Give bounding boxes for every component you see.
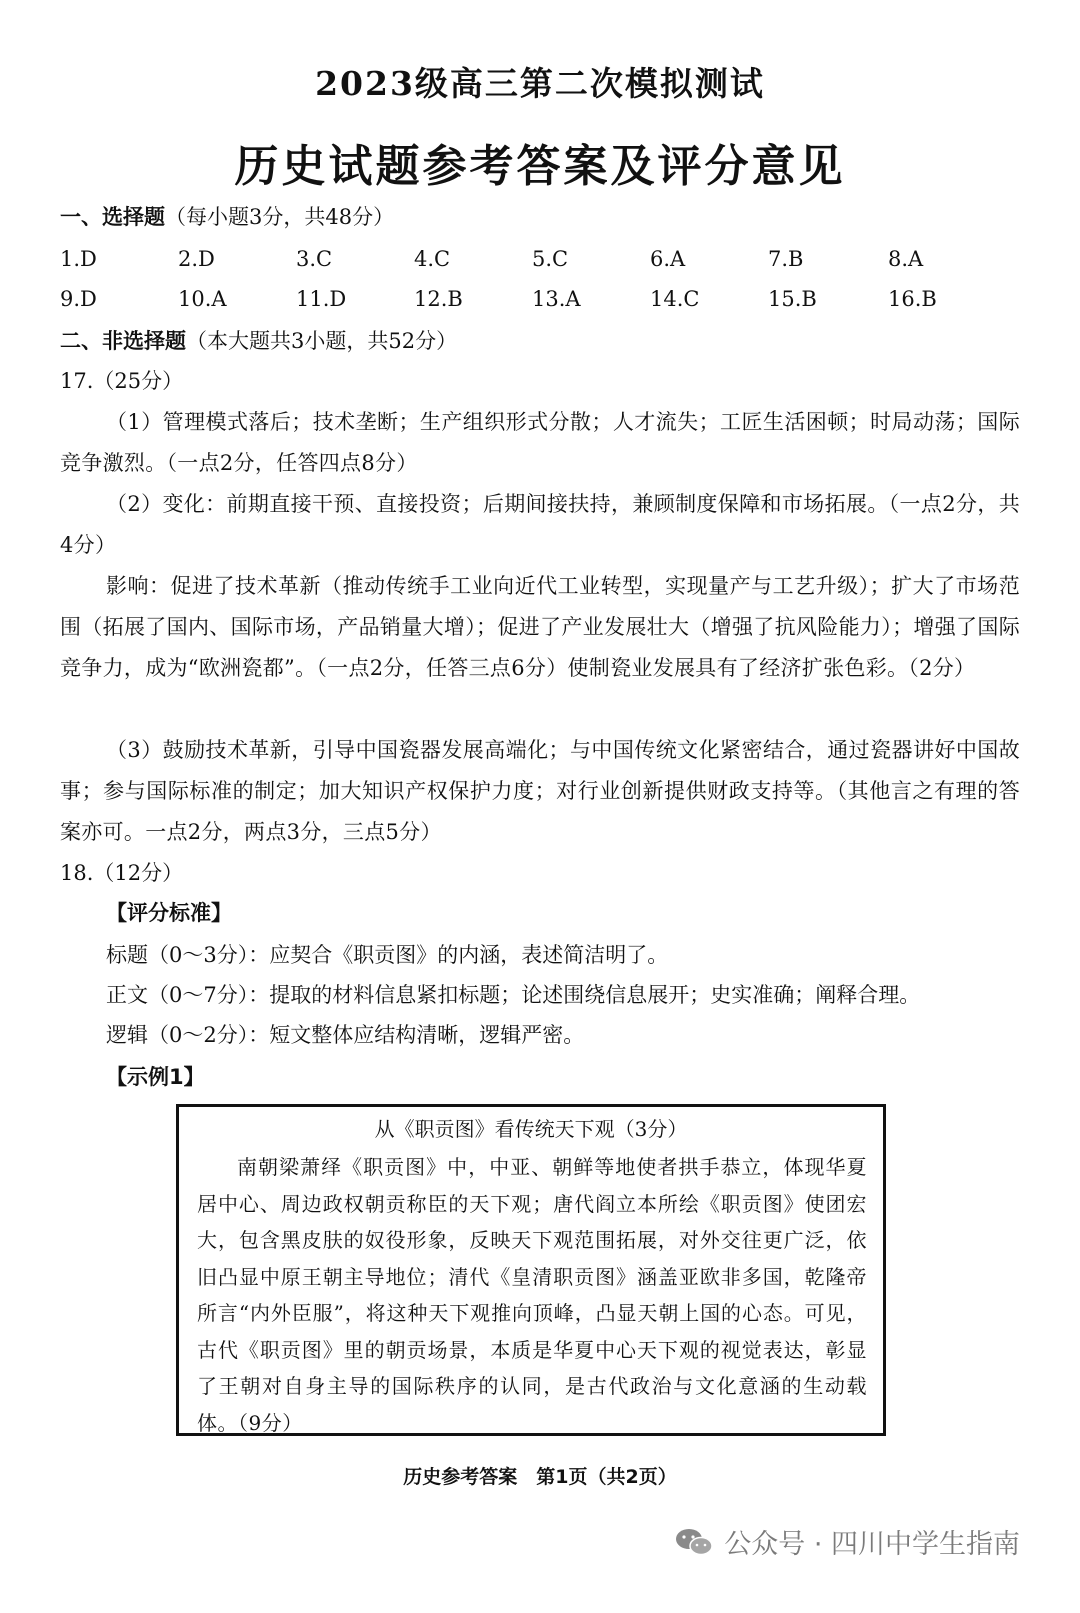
answer-1: 1.D: [60, 247, 97, 271]
answer-4: 4.C: [414, 247, 451, 271]
answer-11: 11.D: [296, 287, 347, 311]
section2-header: [60, 326, 457, 356]
example-title: 从《职贡图》看传统天下观（3分）: [374, 1117, 688, 1141]
criteria-heading: 【评分标准】: [106, 901, 232, 925]
criteria-title: 标题（0～3分）：应契合《职贡图》的内涵，表述简洁明了。: [106, 943, 669, 967]
section1-heading: 一、选择题: [60, 205, 165, 229]
q17-part3: （3）鼓励技术革新，引导中国瓷器发展高端化；与中国传统文化紧密结合，通过瓷器讲好中国故事；参与国际标准的制定；加大知识产权保护力度；对行业创新提供财政支持等。（其他言之有理的答案亦可。一点2分，两点3分，三点5分）: [60, 738, 1020, 844]
document-title: 历史试题参考答案及评分意见: [234, 141, 846, 192]
section2-note: （本大题共3小题，共52分）: [186, 329, 458, 353]
answer-12: 12.B: [414, 287, 463, 311]
example-box: [176, 1104, 886, 1436]
criteria-body: 正文（0～7分）：提取的材料信息紧扣标题；论述围绕信息展开；史实准确；阐释合理。: [106, 983, 921, 1007]
answer-9: 9.D: [60, 287, 97, 311]
example-heading: 【示例1】: [106, 1065, 205, 1089]
answer-5: 5.C: [532, 247, 569, 271]
q18-header: 18.（12分）: [60, 861, 184, 885]
answer-14: 14.C: [650, 287, 700, 311]
page-footer: 历史参考答案 第1页（共2页）: [403, 1466, 677, 1488]
watermark: [674, 1522, 1020, 1561]
section1-header: [60, 202, 394, 232]
answer-16: 16.B: [888, 287, 937, 311]
answer-2: 2.D: [178, 247, 215, 271]
exam-title: 2023级高三第二次模拟测试: [315, 64, 765, 103]
answer-15: 15.B: [768, 287, 817, 311]
answer-10: 10.A: [178, 287, 227, 311]
wechat-icon: [674, 1527, 714, 1557]
example-body: 南朝梁萧绎《职贡图》中，中亚、朝鲜等地使者拱手恭立，体现华夏居中心、周边政权朝贡称臣的天下观；唐代阎立本所绘《职贡图》使团宏大，包含黑皮肤的奴役形象，反映天下观范围拓展，对外交往更广泛，依旧凸显中原王朝主导地位；清代《皇清职贡图》涵盖亚欧非多国，乾隆帝所言“内外臣服”，将这种天下观推向顶峰，凸显天朝上国的心态。可见，古代《职贡图》里的朝贡场景，本质是华夏中心天下观的视觉表达，彰显了王朝对自身主导的国际秩序的认同，是古代政治与文化意涵的生动载体。（9分）: [197, 1155, 867, 1435]
section2-heading: 二、非选择题: [60, 329, 186, 353]
q17-part2-impact: 影响：促进了技术革新（推动传统手工业向近代工业转型，实现量产与工艺升级）；扩大了市场范围（拓展了国内、国际市场，产品销量大增）；促进了产业发展壮大（增强了抗风险能力）；增强了国际竞争力，成为“欧洲瓷都”。（一点2分，任答三点6分）使制瓷业发展具有了经济扩张色彩。（2分）: [60, 574, 1020, 680]
answer-6: 6.A: [650, 247, 686, 271]
q17-part1: （1）管理模式落后；技术垄断；生产组织形式分散；人才流失；工匠生活困顿；时局动荡；国际竞争激烈。（一点2分，任答四点8分）: [60, 410, 1020, 475]
q17-part2: （2）变化：前期直接干预、直接投资；后期间接扶持，兼顾制度保障和市场拓展。（一点2分，共4分）: [60, 492, 1020, 557]
answer-3: 3.C: [296, 247, 333, 271]
watermark-text: 公众号 · 四川中学生指南: [724, 1529, 1020, 1560]
answer-13: 13.A: [532, 287, 581, 311]
criteria-logic: 逻辑（0～2分）：短文整体应结构清晰，逻辑严密。: [106, 1023, 585, 1047]
answer-8: 8.A: [888, 247, 924, 271]
section1-note: （每小题3分，共48分）: [165, 205, 395, 229]
answer-7: 7.B: [768, 247, 804, 271]
q17-header: 17.（25分）: [60, 369, 184, 393]
